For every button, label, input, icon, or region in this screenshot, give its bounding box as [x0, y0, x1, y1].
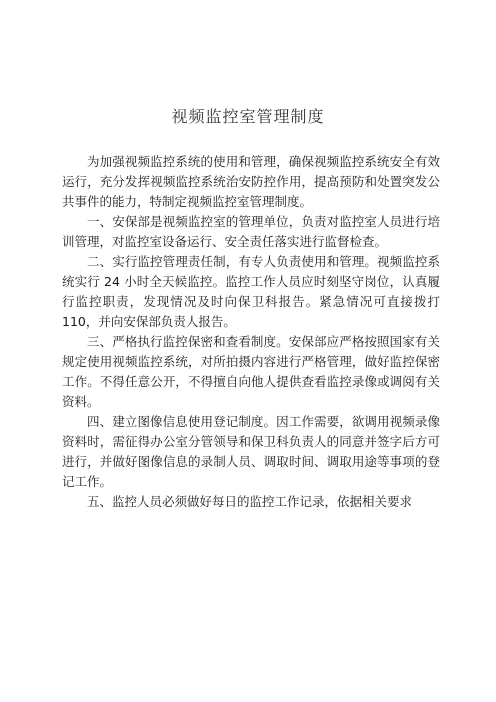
paragraph-item-3: 三、严格执行监控保密和查看制度。安保部应严格按照国家有关规定使用视频监控系统，对所拍摄内容进行严格管理，做好监控保密工作。不得任意公开，不得擅自向他人提供查看监控录像或调阅有关资料。 — [62, 334, 440, 409]
paragraph-item-5: 五、监控人员必须做好每日的监控工作记录，依据相关要求 — [87, 494, 413, 509]
document-title: 视频监控室管理制度 — [171, 107, 325, 126]
paragraph-item-2: 二、实行监控管理责任制，有专人负责使用和管理。视频监控系统实行 24 小时全天候监控。监控工作人员应时刻坚守岗位，认真履行监控职责，发现情况及时向保卫科报告。紧急情况可直接拨打 110，并向安保部负责人报告。 — [62, 254, 440, 329]
document-body — [62, 152, 440, 512]
paragraph-item-1: 一、安保部是视频监控室的管理单位，负责对监控室人员进行培训管理，对监控室设备运行、安全责任落实进行监督检查。 — [62, 214, 440, 249]
paragraph-intro: 为加强视频监控系统的使用和管理，确保视频监控系统安全有效运行，充分发挥视频监控系统治安防控作用，提高预防和处置突发公共事件的能力，特制定视频监控室管理制度。 — [62, 154, 440, 209]
paragraph-item-4: 四、建立图像信息使用登记制度。因工作需要，欲调用视频录像资料时，需征得办公室分管领导和保卫科负责人的同意并签字后方可进行，并做好图像信息的录制人员、调取时间、调取用途等事项的登记工作。 — [62, 414, 440, 489]
